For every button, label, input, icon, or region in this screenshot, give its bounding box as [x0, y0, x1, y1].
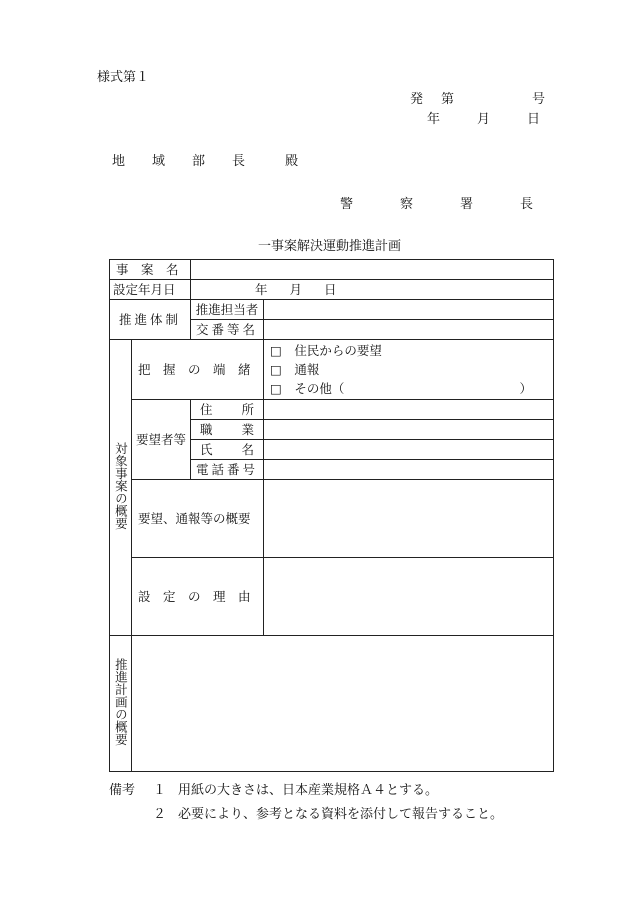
option-other-close: ） — [519, 381, 533, 396]
label-address — [191, 400, 264, 420]
sender-char-3: 署 — [460, 197, 474, 212]
issue-char-3: 号 — [532, 92, 546, 107]
addressee-char-2: 域 — [152, 154, 166, 169]
grasp-options — [264, 340, 554, 400]
name-char-2: 名 — [241, 441, 255, 457]
label-request-summary: 要望、通報等の概要 — [132, 480, 264, 558]
label-occupation — [191, 420, 264, 440]
notes-line-1 — [109, 779, 438, 798]
option-other-label: □ その他（ — [270, 381, 345, 396]
addressee-char-1: 地 — [112, 154, 126, 169]
option-resident-request[interactable]: □ 住民からの要望 — [270, 343, 382, 358]
label-target-summary — [110, 340, 132, 636]
plan-summary-text: 推進計画の概要 — [113, 658, 129, 746]
option-other[interactable] — [270, 379, 550, 398]
issue-char-2: 第 — [441, 92, 455, 107]
notes-line-2 — [153, 803, 503, 822]
notes-label: 備考 — [109, 783, 136, 798]
sender-char-2: 察 — [400, 197, 414, 212]
label-grasp: 把 握 の 端 緒 — [132, 340, 264, 400]
issue-char-1: 発 — [410, 92, 424, 107]
label-police-box: 交番等名 — [191, 320, 264, 340]
name-char-1: 氏 — [200, 441, 213, 457]
note-1-text: 用紙の大きさは、日本産業規格Ａ４とする。 — [178, 783, 439, 798]
addressee-char-5: 殿 — [285, 154, 299, 169]
person-in-charge-field[interactable] — [264, 300, 554, 320]
label-system: 推進体制 — [110, 300, 191, 340]
sender-char-1: 警 — [340, 197, 354, 212]
phone-field[interactable] — [264, 460, 554, 480]
request-summary-field[interactable] — [264, 480, 554, 558]
option-report[interactable]: □ 通報 — [270, 362, 320, 377]
label-set-date: 設定年月日 — [110, 280, 191, 300]
note-2-number: ２ — [153, 807, 167, 822]
date-day: 日 — [527, 112, 541, 127]
set-date-year: 年 — [255, 281, 268, 297]
address-char-1: 住 — [200, 401, 213, 417]
police-box-field[interactable] — [264, 320, 554, 340]
set-date-month: 月 — [289, 281, 303, 297]
occupation-char-2: 業 — [241, 421, 255, 437]
form-number: 様式第１ — [97, 70, 150, 85]
label-phone: 電話番号 — [191, 460, 264, 480]
set-date-day: 日 — [324, 281, 337, 297]
target-summary-text: 対象事案の概要 — [113, 442, 129, 530]
sender — [340, 193, 533, 212]
note-2-text: 必要により、参考となる資料を添付して報告すること。 — [178, 807, 504, 822]
occupation-field[interactable] — [264, 420, 554, 440]
label-name — [191, 440, 264, 460]
document-title: 一事案解決運動推進計画 — [258, 239, 402, 254]
date-line — [427, 108, 540, 127]
label-reason: 設 定 の 理 由 — [132, 558, 264, 636]
case-name-field[interactable] — [191, 260, 554, 280]
addressee-char-4: 長 — [232, 154, 246, 169]
set-date-field[interactable] — [191, 280, 554, 300]
date-year: 年 — [427, 112, 441, 127]
reason-field[interactable] — [264, 558, 554, 636]
label-case-name: 事 案 名 — [110, 260, 191, 280]
addressee — [112, 150, 298, 169]
label-person-in-charge: 推進担当者 — [191, 300, 264, 320]
name-field[interactable] — [264, 440, 554, 460]
sender-char-4: 長 — [520, 197, 534, 212]
plan-form-table — [109, 259, 554, 772]
date-month: 月 — [477, 112, 491, 127]
note-1-number: １ — [153, 783, 167, 798]
occupation-char-1: 職 — [200, 421, 213, 437]
address-char-2: 所 — [241, 401, 255, 417]
plan-summary-field[interactable] — [132, 636, 554, 772]
issue-number-line — [410, 88, 545, 107]
address-field[interactable] — [264, 400, 554, 420]
label-requester: 要望者等 — [132, 400, 191, 480]
label-plan-summary — [110, 636, 132, 772]
addressee-char-3: 部 — [192, 154, 206, 169]
